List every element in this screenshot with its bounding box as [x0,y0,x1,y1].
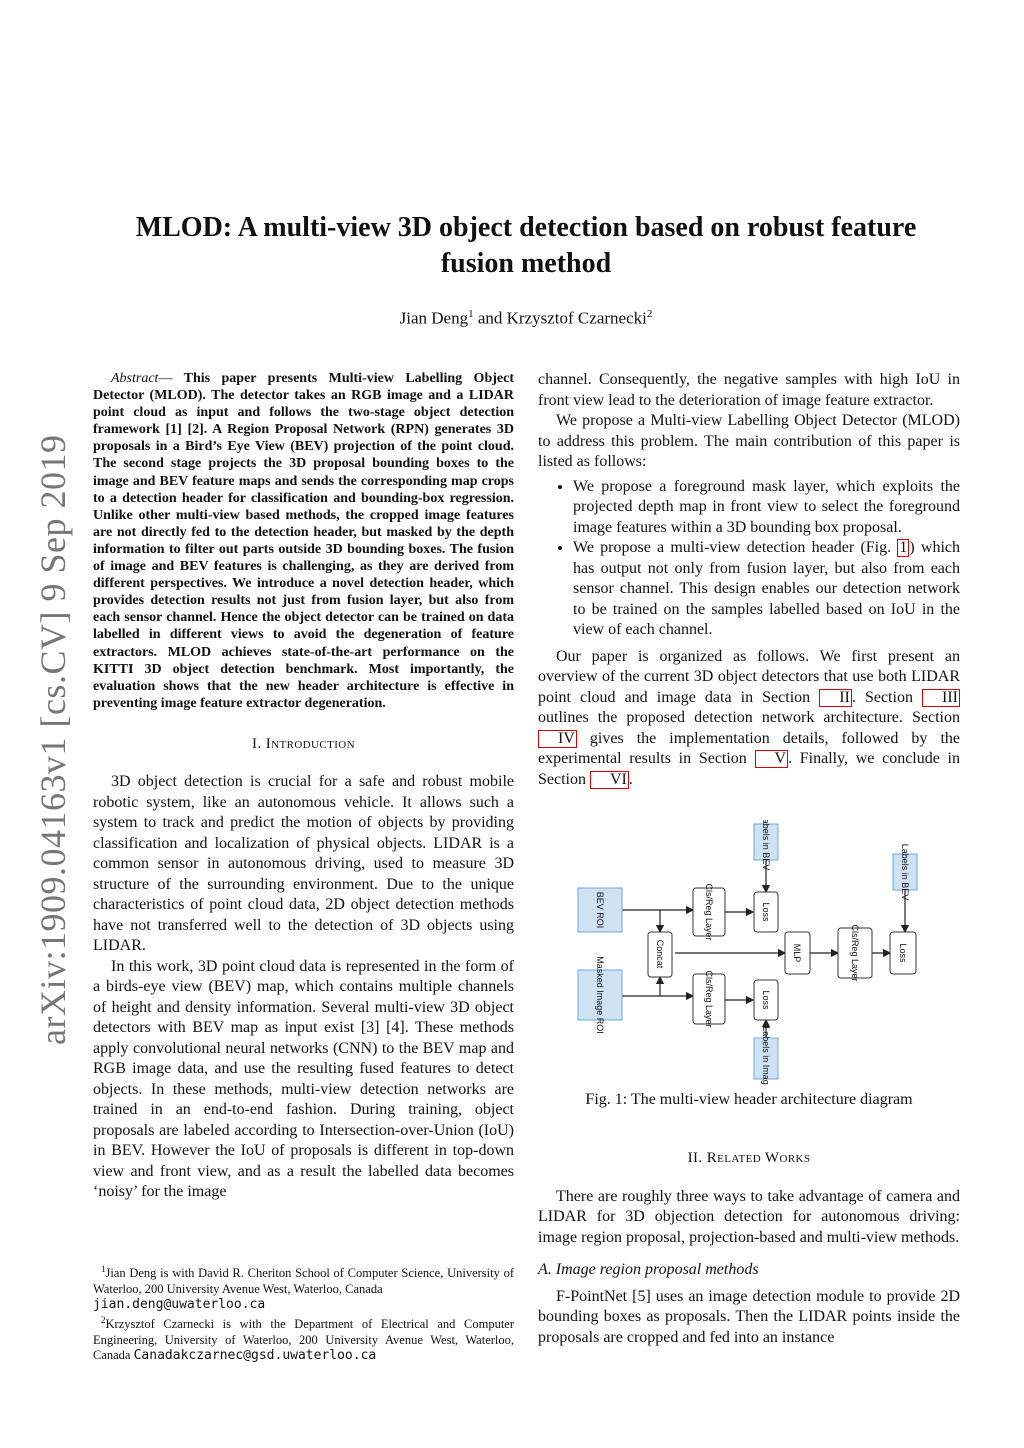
loss-top-box [754,892,778,932]
labels-bev-right-box [893,844,917,901]
para4-text-d: gives the implementation details, followed by the experimental results in Section [538,729,960,767]
footnote-2 [93,1313,514,1364]
section-4-link[interactable]: IV [538,730,577,748]
subsection-a-heading: A. Image region proposal methods [538,1261,759,1278]
intro-paragraph-4 [538,647,960,791]
intro-paragraph-2-continued: channel. Consequently, the negative samples with high IoU in front view lead to the deterioration of image feature extractor. [538,371,960,409]
clsreg-right-box [838,924,872,981]
right-column-bottom [538,1148,960,1348]
author-2: Krzysztof Czarnecki [506,308,647,328]
loss-right-box [890,932,916,974]
related-works-paragraph-1: There are roughly three ways to take advantage of camera and LIDAR for 3D objection detection for autonomous driving: image region proposal, projection-based and multi-view methods. [538,1187,960,1246]
clsreg-bottom-box [693,970,725,1027]
footnote-2-email[interactable]: Canadakczarnec@gsd.uwaterloo.ca [133,1348,377,1364]
masked-image-roi-box [578,956,622,1034]
right-column-top [538,370,960,790]
footnotes [93,1262,514,1364]
intro-paragraph-1: 3D object detection is crucial for a safe and robust mobile robotic system, like an autonomous vehicle. It allows such a system to track and predict the motion of objects by providing classification and localization of physical objects. LIDAR is a common sensor in autonomous driving, used to measure 3D structure of the surrounding environment. Due to the unique characteristics of point cloud data, 2D object detection methods have not transferred well to the detection of 3D objects using LIDAR. [93,773,514,955]
labels-image-label: Labels in Image [761,1026,771,1085]
masked-image-roi-label: Masked Image ROI [595,956,605,1034]
arxiv-identifier: arXiv:1909.04163v1 [cs.CV] 9 Sep 2019 [33,434,73,1045]
para4-text-a: Our paper is organized as follows. We first present an overview of the current 3D object detectors that use both LIDAR point cloud and image data in Section [538,647,960,706]
abstract [93,370,514,712]
figure-1-diagram [560,820,940,1085]
footnote-2-mark: 2 [101,1314,106,1325]
section-6-link[interactable]: VI [590,771,629,789]
bev-roi-box [578,888,622,932]
section-1-title: Introduction [265,735,355,752]
intro-paragraph-3: We propose a Multi-view Labelling Object Detector (MLOD) to address this problem. The main contribution of this paper is listed as follows: [538,412,960,470]
contribution-item-2 [573,538,960,641]
para4-text-f: . [628,770,633,788]
architecture-diagram-svg [560,820,940,1085]
section-1-heading [93,734,514,755]
footnote-1-text: Jian Deng is with David R. Cheriton School of Computer Science, University of Waterloo, 200 University Avenue West, Waterloo, Canada [93,1266,514,1296]
contribution-list [538,477,960,641]
author-1-mark: 1 [468,308,474,320]
author-1: Jian Deng [399,308,469,328]
clsreg-bottom-label: Cls/Reg Layer [704,970,714,1028]
mlp-label: MLP [792,943,802,963]
abstract-label: Abstract [111,371,159,386]
paper-title: MLOD: A multi-view 3D object detection based on robust feature fusion method [135,212,917,279]
labels-bev-right-label: Labels in BEV [900,843,910,901]
labels-bev-top-label: Labels in BEV [761,820,771,871]
left-column [93,370,514,1203]
clsreg-top-label: Cls/Reg Layer [704,883,714,941]
footnote-1-email[interactable]: jian.deng@uwaterloo.ca [93,1297,266,1313]
section-2-number: II. [687,1150,703,1166]
contribution-2-text-b: ) which has output not only from fusion layer, but also from each sensor channel. This design enables our detection network to be trained on the samples labelled based on IoU in the view of each channel. [573,539,960,638]
loss-right-label: Loss [898,943,908,963]
author-line [100,308,952,329]
section-2-heading [538,1148,960,1169]
labels-image-box [754,1026,778,1085]
section-2-title: Related Works [706,1150,811,1166]
footnote-2-text: Krzysztof Czarnecki is with the Department of Electrical and Computer Engineering, University of Waterloo, 200 University Avenue West, Waterloo, Canada [93,1317,514,1363]
footnote-1 [93,1262,514,1313]
para4-text-e: . Finally, we conclude in Section [538,750,960,788]
related-works-paragraph-2: F-PointNet [5] uses an image detection module to provide 2D bounding boxes as proposals. Then the LIDAR points inside the proposals are cropped and fed into an instance [538,1287,960,1346]
section-3-link[interactable]: III [922,689,960,707]
mlp-box [785,932,810,974]
loss-bottom-box [754,980,778,1020]
author-joiner: and [477,308,503,328]
figure-1-link[interactable]: 1 [899,539,908,556]
contribution-2-text-a: We propose a multi-view detection header (Fig. [573,539,898,556]
loss-top-label: Loss [761,902,771,922]
labels-bev-top-box [754,820,778,870]
abstract-dash: — [158,371,173,386]
footnote-1-mark: 1 [101,1264,106,1274]
loss-bottom-label: Loss [761,990,771,1010]
bev-roi-label: BEV ROI [595,891,605,929]
contribution-item-1: • We propose a foreground mask layer, which exploits the projected depth map in front view to select the foreground image features within a 3D bounding box proposal. [573,477,960,539]
concat-label: Concat [655,939,665,969]
intro-paragraph-2: In this work, 3D point cloud data is represented in the form of a birds-eye view (BEV) map, which contains multiple channels of height and density information. Several multi-view 3D object detectors with BEV map as input exist [3] [4]. These methods apply convolutional neural networks (CNN) to the BEV map and RGB image data, and use the resulting fused features to detect objects. In these methods, multi-view detection networks are trained in an end-to-end fashion. During training, object proposals are labeled according to Intersection-over-Union (IoU) in BEV. However the IoU of proposals is different in top-down view and front view, and as a result the labelled data becomes ‘noisy’ for the image [93,957,514,1201]
figure-1-caption: Fig. 1: The multi-view header architecture diagram [585,1091,913,1108]
clsreg-top-box [693,883,725,940]
author-2-mark: 2 [646,308,653,320]
section-5-link[interactable]: V [755,750,789,768]
abstract-text: This paper presents Multi-view Labelling Object Detector (MLOD). The detector takes an RGB image and a LIDAR point cloud as input and follows the two-stage object detection framework [1] [2]. A Region Proposal Network (RPN) generates 3D proposals in a Bird’s Eye View (BEV) projection of the point cloud. The second stage projects the 3D proposal bounding boxes to the image and BEV feature maps and sends the corresponding map crops to a detection header for classification and bounding-box regression. Unlike other multi-view based methods, the cropped image features are not directly fed to the detection header, but masked by the depth information to filter out parts outside 3D bounding boxes. The fusion of image and BEV features is challenging, as they are derived from different perspectives. We introduce a novel detection header, which provides detection results not just from fusion layer, but also from each sensor channel. Hence the object detector can be trained on data labelled in different views to avoid the degeneration of feature extractors. MLOD achieves state-of-the-art performance on the KITTI 3D object detection benchmark. Most importantly, the evaluation shows that the new header architecture is effective in preventing image feature extractor degeneration. [93,371,514,711]
clsreg-right-label: Cls/Reg Layer [850,924,860,982]
section-1-number: I. [252,735,262,752]
concat-box [648,932,672,977]
section-2-link[interactable]: II [819,689,852,707]
para4-text-c: outlines the proposed detection network architecture. Section [538,709,960,726]
para4-text-b: . Section [851,688,923,706]
